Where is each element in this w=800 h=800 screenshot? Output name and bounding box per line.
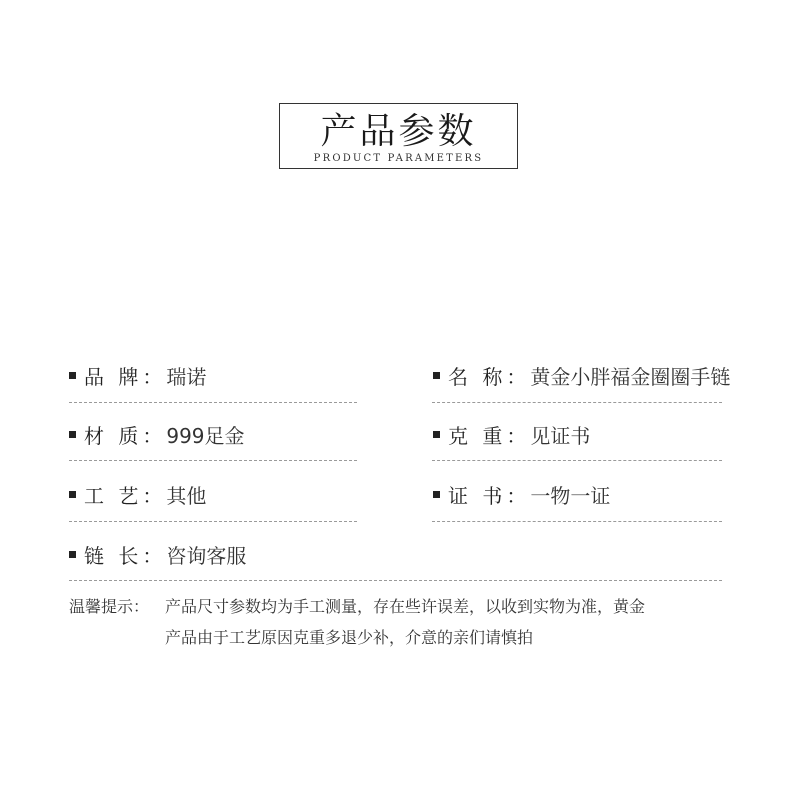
param-label: 品 牌 [84,364,143,389]
param-value: 一物一证 [530,483,611,508]
divider [432,521,722,522]
divider [432,402,722,403]
section-subtitle: PRODUCT PARAMETERS [313,153,484,164]
param-label: 链 长 [84,543,143,568]
bullet-square-icon [433,431,440,438]
divider-full [69,580,722,581]
bullet-square-icon [69,551,76,558]
divider [69,460,357,461]
note-label: 温馨提示： [69,597,150,616]
param-value: 999足金 [166,423,245,448]
param-name: 名 称： 黄金小胖福金圈圈手链 [433,355,730,395]
bullet-square-icon [433,372,440,379]
param-label: 证 书 [448,483,507,508]
bullet-square-icon [69,431,76,438]
bullet-square-icon [69,372,76,379]
param-value: 见证书 [530,423,591,448]
param-craft: 工 艺： 其他 [69,474,206,514]
param-certificate: 证 书： 一物一证 [433,474,610,514]
param-value: 其他 [166,483,207,508]
section-title-box [279,103,518,169]
param-value: 瑞诺 [166,364,207,389]
param-label: 名 称 [448,364,507,389]
param-value: 黄金小胖福金圈圈手链 [530,364,731,389]
bullet-square-icon [433,491,440,498]
param-value: 咨询客服 [166,543,247,568]
note-line-1: 产品尺寸参数均为手工测量，存在些许误差，以收到实物为准，黄金 [165,597,646,616]
divider [432,460,722,461]
divider [69,521,357,522]
param-label: 材 质 [84,423,143,448]
param-chain-length: 链 长： 咨询客服 [69,534,246,574]
param-label: 工 艺 [84,483,143,508]
section-title: 产品参数 [320,111,477,152]
param-brand: 品 牌： 瑞诺 [69,355,206,395]
divider [69,402,357,403]
param-label: 克 重 [448,423,507,448]
note-line-2: 产品由于工艺原因克重多退少补，介意的亲们请慎拍 [165,628,534,647]
bullet-square-icon [69,491,76,498]
param-material: 材 质： 999足金 [69,414,245,454]
param-weight: 克 重： 见证书 [433,414,590,454]
